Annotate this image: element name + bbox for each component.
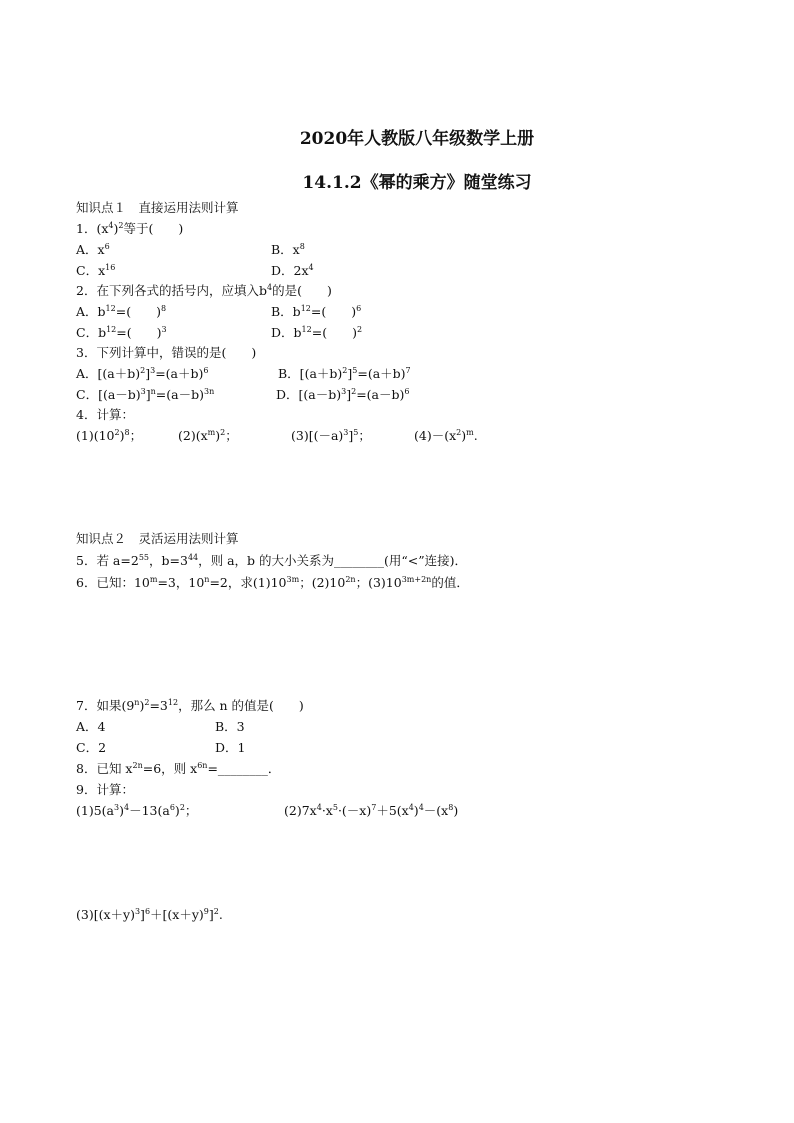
question-1-option-a: A．$x^6$ [76,242,110,257]
question-2-stem: 2．在下列各式的括号内，应填入$b^4$的是( ) [76,283,332,298]
question-3-option-d: D．$[(a-b)^3]^2=(a-b)^6$ [276,387,410,402]
question-1-stem: 1．$(x^4)^2$等于( ) [76,221,184,236]
section-heading-2: 知识点２ 灵活运用法则计算 [76,531,239,546]
question-2-option-d: D．$b^{12}=$( )$^2$ [271,325,363,340]
question-1-option-d: D．$2x^4$ [271,263,314,278]
question-4-part-2: $(2)(x^m)^2$； [178,428,238,443]
page-subtitle: 14.1.2《幂的乘方》随堂练习 [302,173,532,193]
question-7-option-a: A．4 [76,719,106,734]
question-4-stem: 4．计算： [76,407,134,422]
question-1-option-c: C．$x^{16}$ [76,263,116,278]
section-heading-1: 知识点１ 直接运用法则计算 [76,200,239,215]
question-3-option-c: C．$[(a-b)^3]^n=(a-b)^{3n}$ [76,387,215,402]
question-7-option-d: D．1 [215,740,246,755]
question-2-option-a: A．$b^{12}=$( )$^8$ [76,304,167,319]
question-4-part-3: $(3)[(-a)^3]^5$； [291,428,371,443]
question-7-option-c: C．2 [76,740,107,755]
page-title: 2020年人教版八年级数学上册 [299,129,535,149]
question-9-part-2: $(2)7x^4\cdot x^5\cdot(-x)^7+5(x^4)^4-(x^8)$ [284,803,459,818]
question-9-part-1: $(1)5(a^3)^4-13(a^6)^2$； [76,803,198,818]
question-8: 8．已知 $x^{2n}=6$，则 $x^{6n}=\_\_\_\_\_\_\_\_$． [76,761,281,776]
question-2-option-b: B．$b^{12}=$( )$^6$ [271,304,362,319]
question-6: 6．已知：$10^m=3$，$10^n=2$，求$(1)10^{3m}$；$(2)10^{2n}$；$(3)10^{3m+2n}$的值． [76,575,469,590]
question-3-stem: 3．下列计算中，错误的是( ) [76,345,257,360]
question-4-part-1: $(1)(10^2)^8$； [76,428,143,443]
question-3-option-b: B．$[(a+b)^2]^5=(a+b)^7$ [278,366,411,381]
question-4-part-4: $(4)-(x^2)^m$. [414,428,478,443]
question-1-option-b: B．$x^8$ [271,242,305,257]
question-7-option-b: B．3 [215,719,245,734]
question-5: 5．若 $a=2^{55}$，$b=3^{44}$，则 a，b 的大小关系为________(用“<”连接)． [76,553,468,568]
question-9-stem: 9．计算： [76,782,134,797]
question-3-option-a: A．$[(a+b)^2]^3=(a+b)^6$ [76,366,209,381]
question-2-option-c: C．$b^{12}=$( )$^3$ [76,325,167,340]
question-7-stem: 7．如果$(9^n)^2=3^{12}$，那么 n 的值是( ) [76,698,304,713]
question-9-part-3: $(3)[(x+y)^3]^6+[(x+y)^9]^2$. [76,907,223,922]
